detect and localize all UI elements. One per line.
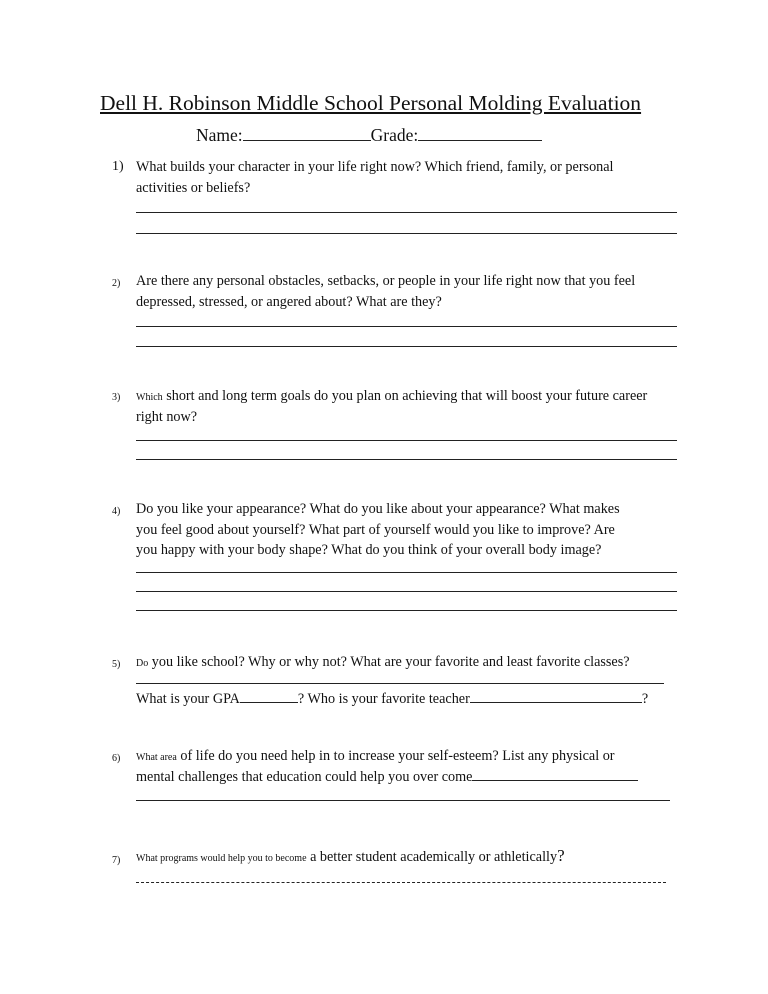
question-5-end-mark: ? [641, 691, 649, 707]
question-6-inline-answer[interactable] [472, 766, 638, 781]
question-4-answer-line-3[interactable] [136, 610, 677, 611]
question-4-line-1: Do you like your appearance? What do you like about your appearance? What makes [136, 501, 620, 517]
question-4-number: 4) [112, 506, 121, 517]
question-2-answer-line-2[interactable] [136, 346, 677, 347]
question-6-line-2 [136, 766, 681, 788]
name-grade-line [196, 124, 542, 146]
question-1-line-2: activities or beliefs? [136, 180, 251, 196]
question-7-number: 7) [112, 855, 121, 866]
question-4-answer-line-1[interactable] [136, 572, 677, 573]
question-3-answer-line-1[interactable] [136, 440, 677, 441]
question-7-line-1-mid: a better student academically or athletically [306, 849, 558, 865]
question-6-answer-line[interactable] [136, 800, 670, 801]
grade-label: Grade: [370, 125, 419, 145]
question-5-answer-line[interactable] [136, 683, 664, 684]
question-5-number: 5) [112, 659, 121, 670]
question-7-answer-line[interactable] [136, 882, 666, 883]
favorite-teacher-field[interactable] [470, 688, 642, 703]
question-3-lead-word: Which [136, 392, 163, 403]
gpa-field[interactable] [240, 688, 298, 703]
question-5-lead-word: Do [136, 658, 149, 669]
question-1-answer-line-1[interactable] [136, 212, 677, 213]
question-2-answer-line-1[interactable] [136, 326, 677, 327]
question-7-lead-words: What programs would help you to become [136, 853, 307, 864]
gpa-label: What is your GPA [136, 691, 240, 707]
question-3-line-1-rest: short and long term goals do you plan on achieving that will boost your future career [162, 388, 648, 404]
question-6-line-2-text: mental challenges that education could help you over come [136, 769, 473, 785]
question-7-end-mark: ? [557, 846, 565, 865]
question-2-line-2: depressed, stressed, or angered about? What are they? [136, 294, 442, 310]
question-5-line-1 [136, 651, 681, 675]
question-2-line-1: Are there any personal obstacles, setbacks, or people in your life right now that you feel [136, 273, 636, 289]
question-5-line-1-rest: you like school? Why or why not? What are your favorite and least favorite classes? [148, 654, 630, 670]
question-6-lead-words: What area [136, 752, 177, 763]
teacher-label: ? Who is your favorite teacher [297, 691, 470, 707]
question-2-number: 2) [112, 278, 121, 289]
question-1-number: 1) [112, 159, 124, 174]
question-6-line-1-rest: of life do you need help in to increase your self-esteem? List any physical or [176, 748, 615, 764]
page-title: Dell H. Robinson Middle School Personal Molding Evaluation [100, 91, 642, 115]
question-1-line-1: What builds your character in your life right now? Which friend, family, or personal [136, 159, 614, 175]
question-1-answer-line-2[interactable] [136, 233, 677, 234]
question-3-answer-line-2[interactable] [136, 459, 677, 460]
question-4-answer-line-2[interactable] [136, 591, 677, 592]
question-4-line-2: you feel good about yourself? What part of yourself would you like to improve? Are [136, 522, 615, 538]
grade-field[interactable] [418, 126, 542, 141]
question-6-number: 6) [112, 753, 121, 764]
question-5-gpa-teacher-line [136, 688, 648, 710]
name-field[interactable] [243, 126, 371, 141]
question-7-line-1 [136, 845, 681, 870]
question-4-line-3: you happy with your body shape? What do you think of your overall body image? [136, 542, 602, 558]
name-label: Name: [196, 125, 243, 145]
question-3-number: 3) [112, 392, 121, 403]
question-3-line-2: right now? [136, 409, 198, 425]
